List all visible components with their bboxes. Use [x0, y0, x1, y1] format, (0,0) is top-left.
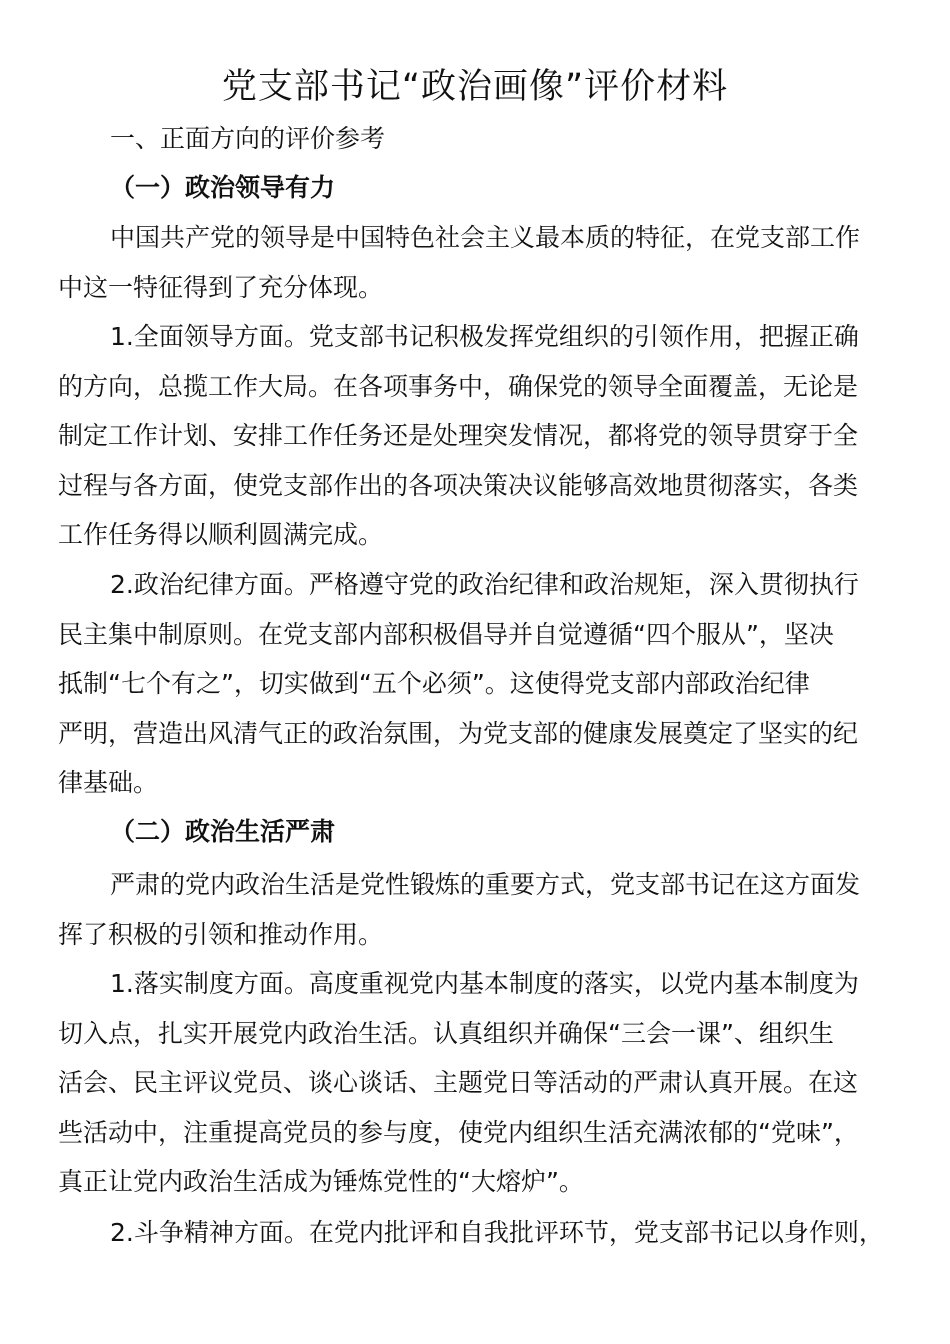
paragraph-line: 2.政治纪律方面。严格遵守党的政治纪律和政治规矩，深入贯彻执行 [110, 570, 859, 599]
paragraph-line: 制定工作计划、安排工作任务还是处理突发情况，都将党的领导贯穿于全 [58, 421, 859, 451]
subsection-1-heading: （一）政治领导有力 [110, 173, 336, 202]
paragraph-line: 中这一特征得到了充分体现。 [58, 272, 384, 302]
paragraph-line: 严明，营造出风清气正的政治氛围，为党支部的健康发展奠定了坚实的纪 [58, 718, 859, 748]
paragraph-line: 中国共产党的领导是中国特色社会主义最本质的特征，在党支部工作 [110, 223, 861, 252]
paragraph-line: 律基础。 [58, 768, 159, 798]
paragraph-line: 1.落实制度方面。高度重视党内基本制度的落实，以党内基本制度为 [110, 969, 859, 998]
paragraph-line: 的方向，总揽工作大局。在各项事务中，确保党的领导全面覆盖，无论是 [58, 371, 859, 401]
paragraph-line: 严肃的党内政治生活是党性锻炼的重要方式，党支部书记在这方面发 [110, 870, 861, 899]
leadership-paragraph [58, 312, 888, 560]
paragraph-line: 真正让党内政治生活成为锤炼党性的“大熔炉”。 [58, 1167, 584, 1197]
document-title: 党支部书记“政治画像”评价材料 [221, 67, 729, 107]
paragraph-line: 活会、民主评议党员、谈心谈话、主题党日等活动的严肃认真开展。在这 [58, 1068, 859, 1098]
discipline-paragraph [58, 560, 888, 808]
struggle-spirit-paragraph [58, 1208, 888, 1258]
paragraph-line: 抵制“七个有之”，切实做到“五个必须”。这使得党支部内部政治纪律 [58, 669, 810, 699]
paragraph-line: 挥了积极的引领和推动作用。 [58, 919, 384, 949]
subsection-2-heading: （二）政治生活严肃 [110, 817, 336, 846]
paragraph-line: 过程与各方面，使党支部作出的各项决策决议能够高效地贯彻落实，各类 [58, 470, 859, 500]
paragraph-line: 工作任务得以顺利圆满完成。 [58, 520, 384, 550]
section-one-heading: 一、正面方向的评价参考 [110, 124, 386, 153]
paragraph-line: 些活动中，注重提高党员的参与度，使党内组织生活充满浓郁的“党味”， [58, 1117, 859, 1147]
paragraph-line: 民主集中制原则。在党支部内部积极倡导并自觉遵循“四个服从”，坚决 [58, 619, 834, 649]
paragraph-line: 切入点，扎实开展党内政治生活。认真组织并确保“三会一课”、组织生 [58, 1018, 834, 1048]
subsection-2-intro-paragraph [58, 860, 888, 959]
institution-paragraph [58, 959, 888, 1207]
paragraph-line: 1.全面领导方面。党支部书记积极发挥党组织的引领作用，把握正确 [110, 322, 859, 351]
subsection-1-intro-paragraph [58, 213, 888, 312]
paragraph-line: 2.斗争精神方面。在党内批评和自我批评环节，党支部书记以身作则， [110, 1218, 884, 1247]
